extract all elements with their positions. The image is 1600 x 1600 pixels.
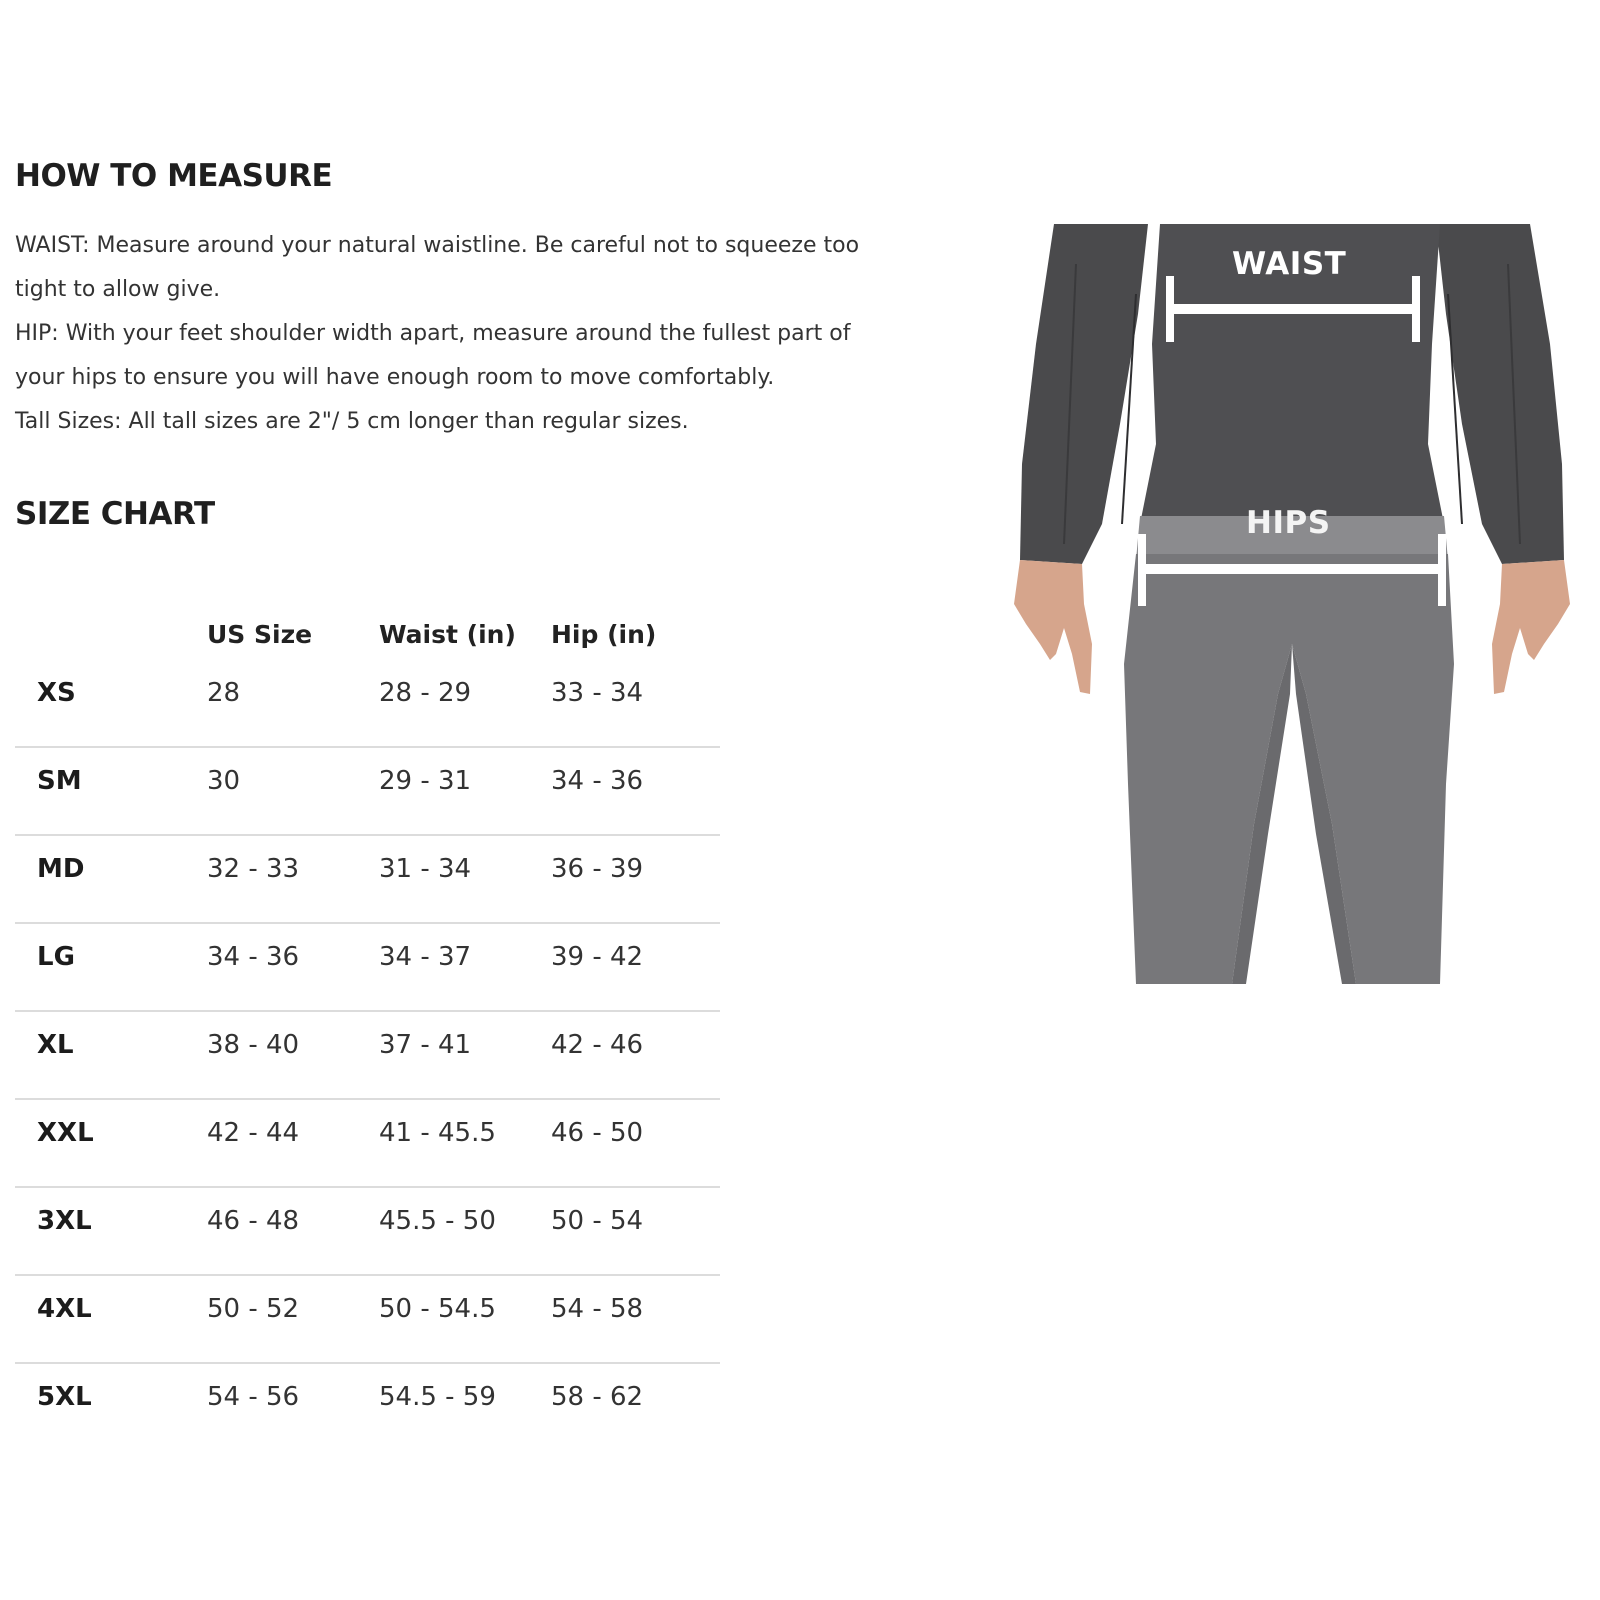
size-label: 5XL	[37, 1382, 92, 1412]
waist-label: WAIST	[1232, 246, 1347, 282]
size-label: XS	[37, 678, 76, 708]
tall-sizes-note: Tall Sizes: All tall sizes are 2"/ 5 cm longer than regular sizes.	[15, 409, 689, 434]
hip-value: 36 - 39	[551, 854, 644, 884]
us-size-value: 34 - 36	[207, 942, 300, 972]
waist-value: 45.5 - 50	[379, 1206, 496, 1236]
hip-value: 34 - 36	[551, 766, 644, 796]
how-to-measure-title: HOW TO MEASURE	[15, 158, 333, 194]
table-row	[15, 1100, 720, 1188]
table-row	[15, 924, 720, 1012]
size-chart-table	[15, 590, 720, 1450]
body-illustration	[1010, 224, 1570, 1004]
leggings	[1124, 554, 1454, 984]
hip-value: 50 - 54	[551, 1206, 644, 1236]
hip-value: 46 - 50	[551, 1118, 644, 1148]
us-size-value: 50 - 52	[207, 1294, 300, 1324]
hips-label: HIPS	[1246, 505, 1331, 541]
hip-value: 58 - 62	[551, 1382, 644, 1412]
hip-value: 33 - 34	[551, 678, 644, 708]
us-size-value: 30	[207, 766, 241, 796]
waist-value: 34 - 37	[379, 942, 472, 972]
left-hand	[1014, 560, 1092, 694]
size-label: LG	[37, 942, 75, 972]
size-label: 4XL	[37, 1294, 92, 1324]
us-size-value: 54 - 56	[207, 1382, 300, 1412]
us-size-value: 28	[207, 678, 241, 708]
waist-value: 41 - 45.5	[379, 1118, 496, 1148]
table-row	[15, 1012, 720, 1100]
waist-value: 28 - 29	[379, 678, 472, 708]
hip-value: 39 - 42	[551, 942, 644, 972]
us-size-value: 42 - 44	[207, 1118, 300, 1148]
waist-value: 37 - 41	[379, 1030, 472, 1060]
right-hand	[1492, 560, 1570, 694]
table-row	[15, 660, 720, 748]
header-waist: Waist (in)	[379, 620, 516, 649]
size-label: SM	[37, 766, 82, 796]
table-row	[15, 1276, 720, 1364]
size-label: 3XL	[37, 1206, 92, 1236]
hip-value: 42 - 46	[551, 1030, 644, 1060]
us-size-value: 38 - 40	[207, 1030, 300, 1060]
hip-instructions: HIP: With your feet shoulder width apart, measure around the fullest part of your hips to ensure you will have enough room to move comfortably.	[15, 321, 851, 390]
table-header	[15, 590, 720, 660]
measurement-figure	[1010, 224, 1570, 1004]
table-row	[15, 748, 720, 836]
waist-value: 54.5 - 59	[379, 1382, 496, 1412]
us-size-value: 46 - 48	[207, 1206, 300, 1236]
size-label: XL	[37, 1030, 74, 1060]
size-chart-title: SIZE CHART	[15, 496, 215, 532]
waist-value: 31 - 34	[379, 854, 472, 884]
hip-value: 54 - 58	[551, 1294, 644, 1324]
waist-instructions: WAIST: Measure around your natural waistline. Be careful not to squeeze too tight to allow give.	[15, 233, 860, 302]
table-row	[15, 1364, 720, 1450]
header-us-size: US Size	[207, 620, 313, 649]
right-sleeve	[1436, 224, 1564, 564]
header-hip: Hip (in)	[551, 620, 657, 649]
size-label: XXL	[37, 1118, 94, 1148]
size-label: MD	[37, 854, 85, 884]
how-to-measure-text	[15, 224, 875, 444]
waist-value: 29 - 31	[379, 766, 472, 796]
table-row	[15, 836, 720, 924]
waist-value: 50 - 54.5	[379, 1294, 496, 1324]
us-size-value: 32 - 33	[207, 854, 300, 884]
left-sleeve	[1020, 224, 1148, 564]
table-row	[15, 1188, 720, 1276]
